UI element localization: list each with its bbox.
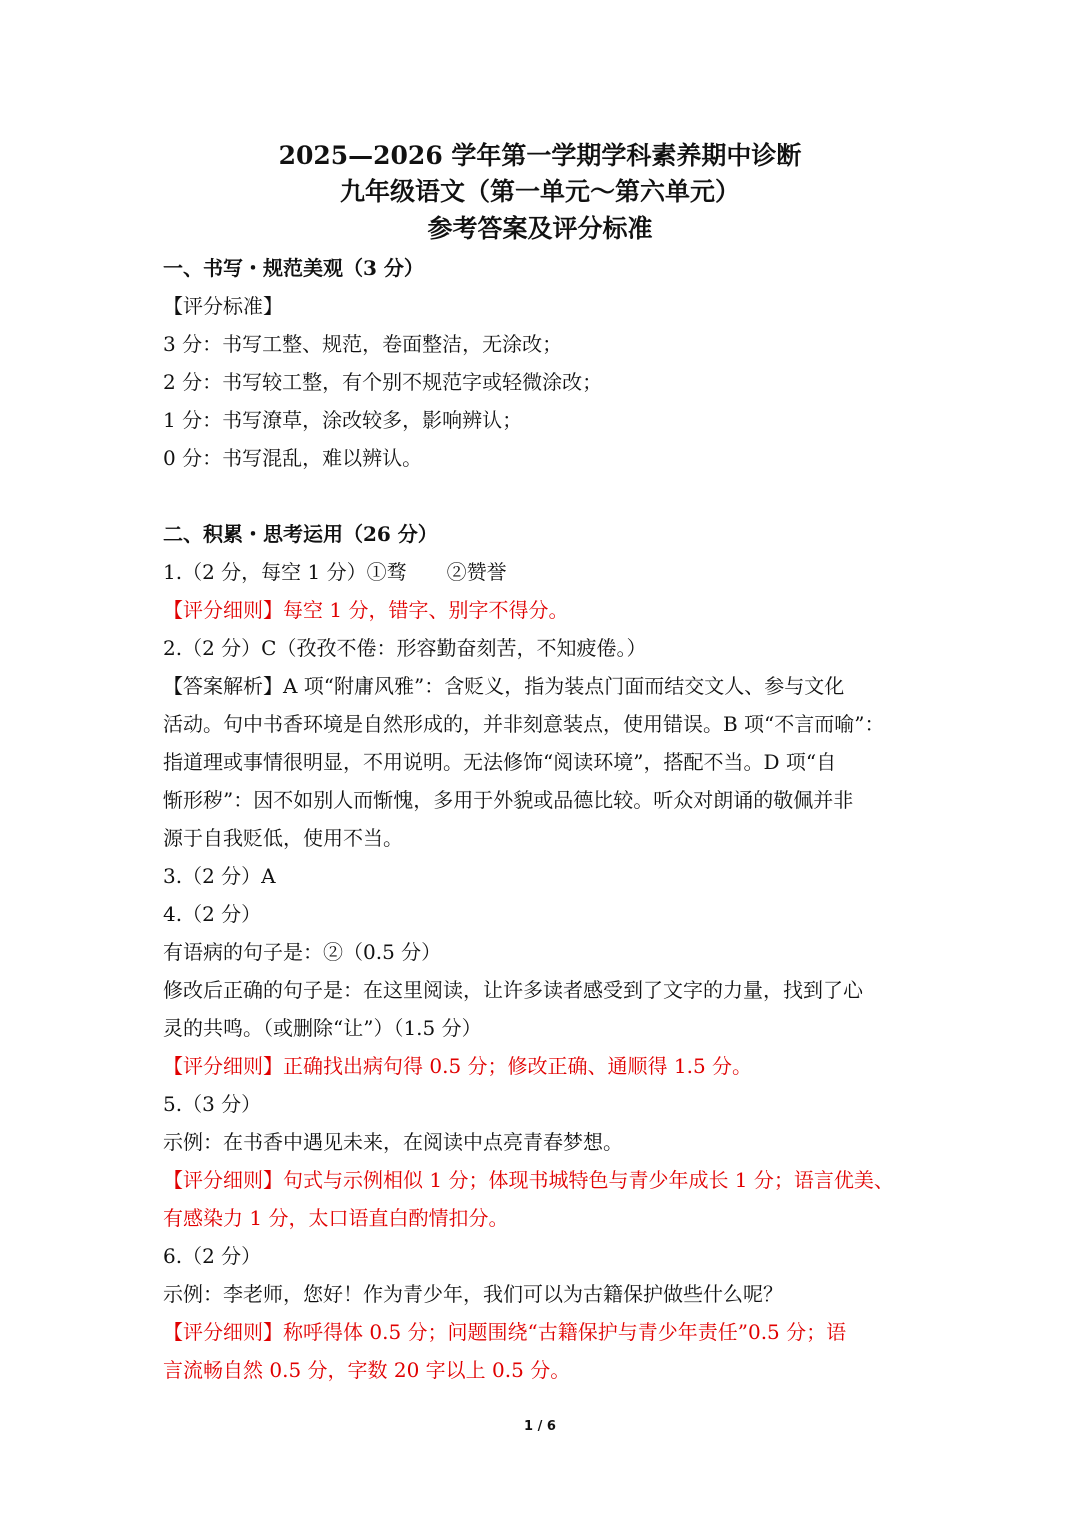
criteria-label: 【评分标准】 xyxy=(163,294,283,318)
document-body xyxy=(163,249,923,1389)
q4-sick-sentence: 有语病的句子是：②（0.5 分） xyxy=(163,940,442,964)
criteria-item: 0 分：书写混乱，难以辨认。 xyxy=(163,446,423,470)
section-heading-accumulation: 二、积累・思考运用（26 分） xyxy=(163,522,438,546)
q6-example: 示例：李老师，您好！作为青少年，我们可以为古籍保护做些什么呢？ xyxy=(163,1282,783,1306)
q4-correction-line: 灵的共鸣。（或删除“让”）（1.5 分） xyxy=(163,1016,482,1040)
q3-answer: 3.（2 分）A xyxy=(163,864,276,888)
document-title-answers: 参考答案及评分标准 xyxy=(427,214,653,243)
section-heading-writing: 一、书写・规范美观（3 分） xyxy=(163,256,424,280)
page-number: 1 / 6 xyxy=(524,1419,556,1434)
document-title: 2025—2026 学年第一学期学科素养期中诊断 xyxy=(278,141,802,170)
q6-answer: 6.（2 分） xyxy=(163,1244,262,1268)
q4-answer: 4.（2 分） xyxy=(163,902,262,926)
q2-analysis-line: 源于自我贬低，使用不当。 xyxy=(163,826,403,850)
criteria-item: 2 分：书写较工整，有个别不规范字或轻微涂改； xyxy=(163,370,603,394)
q2-analysis-line: 活动。句中书香环境是自然形成的，并非刻意装点，使用错误。B 项“不言而喻”： xyxy=(163,712,885,736)
document-subtitle: 九年级语文（第一单元～第六单元） xyxy=(339,177,740,206)
q5-rubric-line: 【评分细则】句式与示例相似 1 分；体现书城特色与青少年成长 1 分；语言优美、 xyxy=(163,1168,894,1192)
q2-analysis-line: 【答案解析】A 项“附庸风雅”：含贬义，指为装点门面而结交文人、参与文化 xyxy=(163,674,845,698)
q4-rubric: 【评分细则】正确找出病句得 0.5 分；修改正确、通顺得 1.5 分。 xyxy=(163,1054,753,1078)
q2-analysis-line: 指道理或事情很明显，不用说明。无法修饰“阅读环境”，搭配不当。D 项“自 xyxy=(163,750,837,774)
q2-answer: 2.（2 分）C（孜孜不倦：形容勤奋刻苦，不知疲倦。） xyxy=(163,636,647,660)
q5-answer: 5.（3 分） xyxy=(163,1092,262,1116)
q1-rubric: 【评分细则】每空 1 分，错字、别字不得分。 xyxy=(163,598,569,622)
q6-rubric-line: 言流畅自然 0.5 分，字数 20 字以上 0.5 分。 xyxy=(163,1358,571,1382)
q6-rubric-line: 【评分细则】称呼得体 0.5 分；问题围绕“古籍保护与青少年责任”0.5 分；语 xyxy=(163,1320,847,1344)
criteria-item: 3 分：书写工整、规范，卷面整洁，无涂改； xyxy=(163,332,563,356)
section-spacer xyxy=(163,477,923,515)
q4-correction-line: 修改后正确的句子是：在这里阅读，让许多读者感受到了文字的力量，找到了心 xyxy=(163,978,863,1002)
q2-analysis-line: 惭形秽”：因不如别人而惭愧，多用于外貌或品德比较。听众对朗诵的敬佩并非 xyxy=(163,788,854,812)
q5-rubric-line: 有感染力 1 分，太口语直白酌情扣分。 xyxy=(163,1206,509,1230)
q5-example: 示例：在书香中遇见未来，在阅读中点亮青春梦想。 xyxy=(163,1130,623,1154)
q1-answer: 1.（2 分，每空 1 分）①骛 ②赞誉 xyxy=(163,560,507,584)
criteria-item: 1 分：书写潦草，涂改较多，影响辨认； xyxy=(163,408,523,432)
